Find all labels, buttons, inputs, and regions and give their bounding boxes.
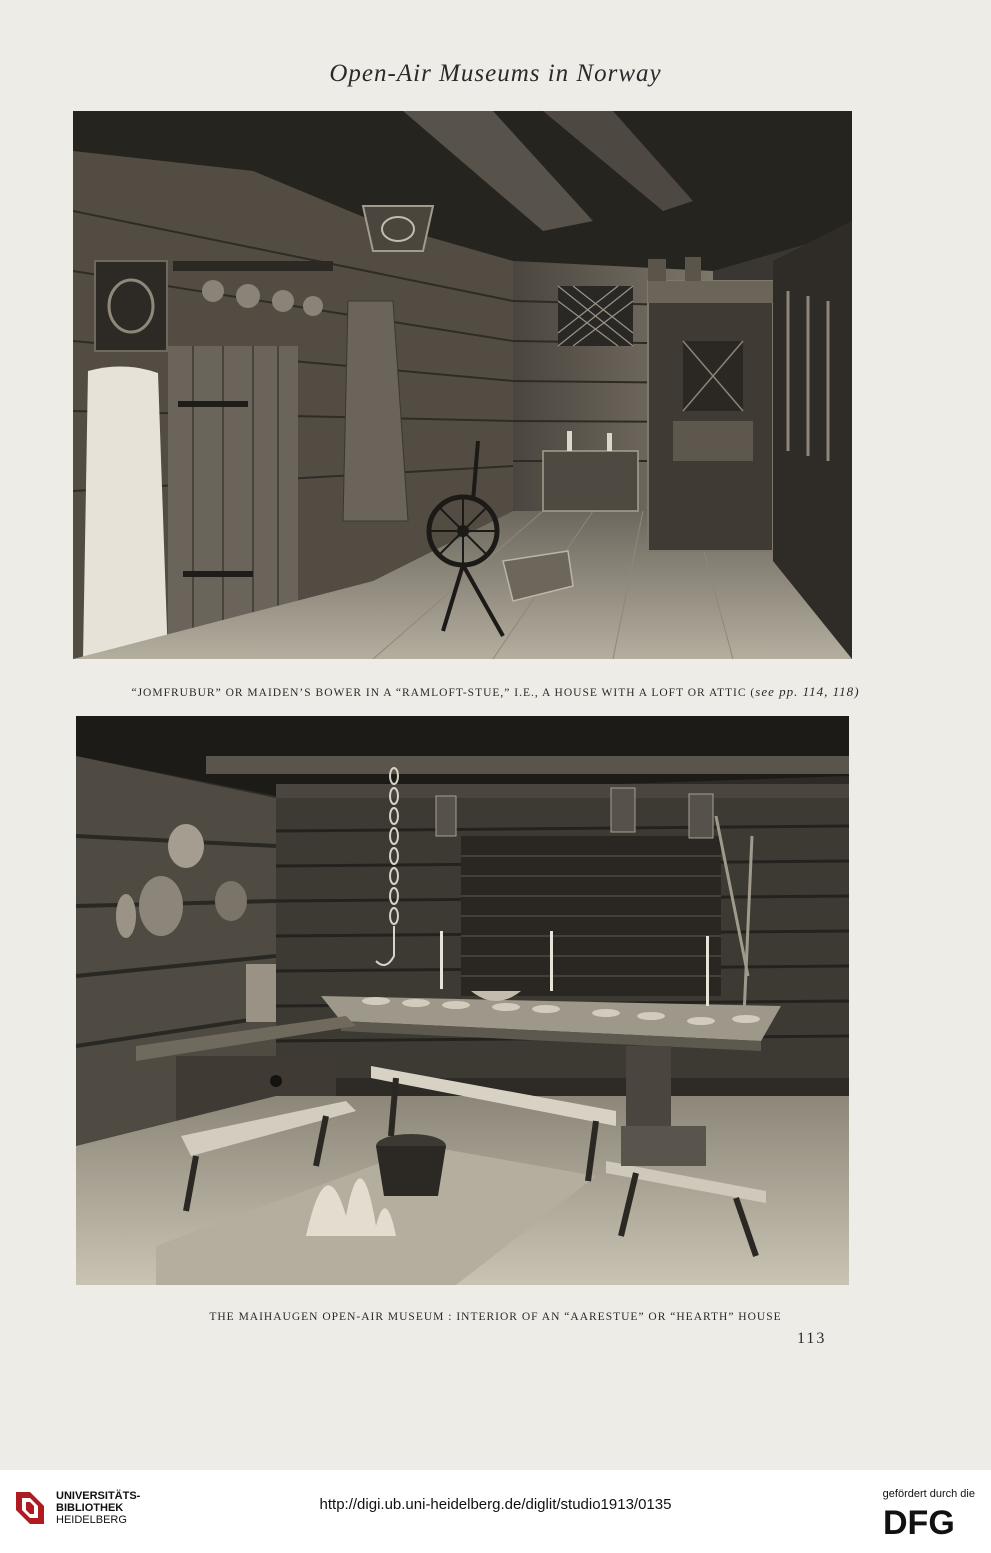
caption-top-ref: see pp. 114, 118 [755, 684, 855, 699]
library-line-3: HEIDELBERG [56, 1514, 127, 1526]
caption-top-main: “JOMFRUBUR” OR MAIDEN’S BOWER IN A “RAMLOFT-STUE,” I.E., A HOUSE WITH A LOFT OR ATTIC ( [131, 687, 756, 699]
digitization-footer [0, 1470, 991, 1553]
funded-by-label: gefördert durch die [882, 1488, 975, 1500]
caption-bottom: THE MAIHAUGEN OPEN-AIR MUSEUM : INTERIOR OF AN “AARESTUE” OR “HEARTH” HOUSE [209, 1311, 782, 1323]
caption-top-end: ) [854, 684, 860, 699]
dfg-logo-icon [883, 1504, 975, 1538]
library-line-2: BIBLIOTHEK [56, 1502, 124, 1514]
page-number: 113 [797, 1330, 827, 1347]
caption-top [40, 684, 951, 700]
dfg-logo-text: DFG [883, 1504, 955, 1538]
library-line-1: UNIVERSITÄTS- [56, 1490, 141, 1502]
permalink-url[interactable]: http://digi.ub.uni-heidelberg.de/diglit/studio1913/0135 [319, 1496, 672, 1513]
photo-aarestue-interior [76, 716, 849, 1285]
running-head: Open-Air Museums in Norway [329, 60, 662, 87]
photo-maidens-bower [73, 111, 852, 659]
